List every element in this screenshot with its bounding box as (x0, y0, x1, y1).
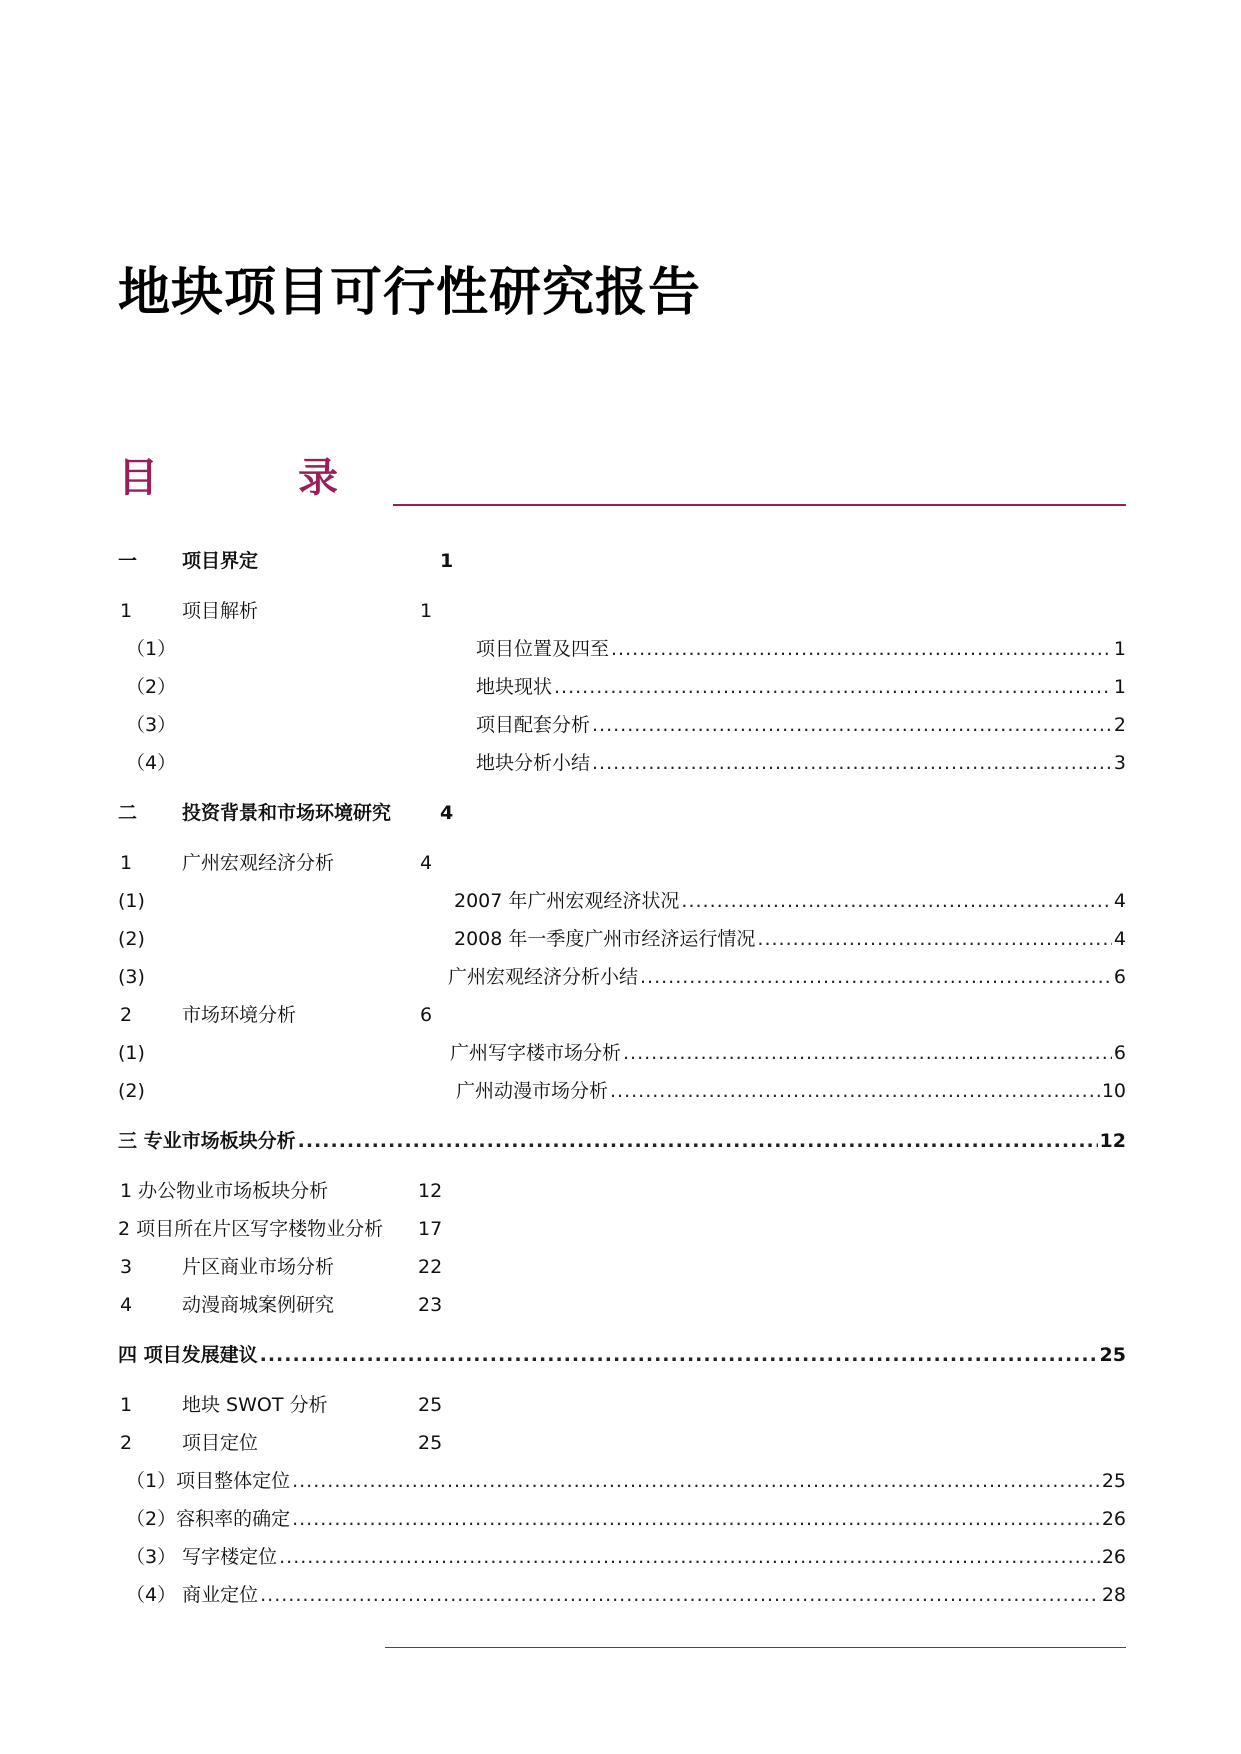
toc-entry-page: 6 (1113, 966, 1126, 988)
toc-entry-page: 25 (418, 1394, 443, 1416)
toc-entry-page: 25 (1099, 1344, 1126, 1366)
toc-entry-page: 1 (440, 550, 454, 572)
toc-entry-label: 广州宏观经济分析 (182, 852, 335, 874)
toc-entry-page: 1 (420, 600, 433, 622)
toc-leader-dots (292, 1468, 1100, 1494)
toc-entry-3-3[interactable] (118, 1254, 1126, 1280)
toc-entry-label: 市场环境分析 (182, 1004, 297, 1026)
toc-entry-label: 广州动漫市场分析 (456, 1080, 609, 1102)
toc-entry-page: 25 (418, 1432, 443, 1454)
toc-entry-number: 2 (120, 1004, 133, 1026)
toc-entry-page: 26 (1101, 1546, 1126, 1568)
toc-entry-number: （1） (126, 638, 177, 660)
toc-entry-4-2-2[interactable] (118, 1506, 1126, 1532)
toc-leader-dots (610, 1078, 1100, 1104)
toc-entry-number: 3 (120, 1256, 133, 1278)
toc-entry-label: 四 项目发展建议 (118, 1344, 258, 1366)
toc-entry-4-2[interactable] (118, 1430, 1126, 1456)
toc-entry-label: 1 办公物业市场板块分析 (120, 1180, 329, 1202)
toc-leader-dots (260, 1342, 1098, 1368)
toc-entry-2-1[interactable] (118, 850, 1126, 876)
toc-entry-page: 12 (1099, 1130, 1126, 1152)
toc-entry-section-4[interactable] (118, 1342, 1126, 1368)
toc-entry-label: 动漫商城案例研究 (182, 1294, 335, 1316)
toc-entry-1-1-4[interactable] (118, 750, 1126, 776)
toc-leader-dots (623, 1040, 1112, 1066)
toc-entry-label: 地块现状 (476, 676, 553, 698)
toc-leader-dots (260, 1582, 1100, 1608)
toc-entry-section-1[interactable] (118, 548, 1126, 574)
toc-leader-dots (640, 964, 1112, 990)
toc-entry-2-1-3[interactable] (118, 964, 1126, 990)
toc-entry-page: 4 (440, 802, 454, 824)
toc-entry-number: (1) (118, 890, 145, 912)
toc-entry-1-1-1[interactable] (118, 636, 1126, 662)
toc-entry-number: (3) (118, 966, 145, 988)
toc-entry-2-2-1[interactable] (118, 1040, 1126, 1066)
toc-entry-page: 10 (1101, 1080, 1126, 1102)
document-title: 地块项目可行性研究报告 (118, 263, 702, 323)
toc-entry-number: (1) (118, 1042, 145, 1064)
toc-entry-label: 三 专业市场板块分析 (118, 1130, 296, 1152)
toc-entry-page: 1 (1113, 638, 1126, 660)
toc-entry-4-2-1[interactable] (118, 1468, 1126, 1494)
toc-leader-dots (592, 712, 1112, 738)
toc-entry-page: 2 (1113, 714, 1126, 736)
toc-entry-section-2[interactable] (118, 800, 1126, 826)
toc-entry-label: 片区商业市场分析 (182, 1256, 335, 1278)
toc-entry-number: 1 (120, 600, 133, 622)
toc-entry-page: 6 (1113, 1042, 1126, 1064)
toc-entry-2-1-1[interactable] (118, 888, 1126, 914)
toc-leader-dots (681, 888, 1112, 914)
toc-entry-number: 二 (118, 802, 138, 824)
toc-entry-4-2-3[interactable] (118, 1544, 1126, 1570)
toc-entry-label: 投资背景和市场环境研究 (182, 802, 392, 824)
toc-leader-dots (292, 1506, 1100, 1532)
toc-entry-number: （4） (126, 752, 177, 774)
toc-entry-4-2-4[interactable] (118, 1582, 1126, 1608)
toc-entry-label: 项目配套分析 (476, 714, 591, 736)
toc-entry-label: 2 项目所在片区写字楼物业分析 (118, 1218, 384, 1240)
toc-entry-label: 2008 年一季度广州市经济运行情况 (454, 928, 756, 950)
toc-entry-number: 一 (118, 550, 138, 572)
toc-leader-dots (592, 750, 1112, 776)
toc-entry-1-1[interactable] (118, 598, 1126, 624)
toc-entry-page: 23 (418, 1294, 443, 1316)
footer-divider (385, 1647, 1126, 1648)
toc-entry-page: 1 (1113, 676, 1126, 698)
toc-entry-number: (2) (118, 928, 145, 950)
toc-entry-label: （1）项目整体定位 (126, 1470, 291, 1492)
toc-entry-page: 28 (1101, 1584, 1126, 1606)
toc-entry-number: 1 (120, 852, 133, 874)
toc-leader-dots (757, 926, 1112, 952)
toc-entry-3-2[interactable] (118, 1216, 1126, 1242)
toc-leader-dots (279, 1544, 1100, 1570)
toc-leader-dots (298, 1128, 1098, 1154)
toc-entry-page: 26 (1101, 1508, 1126, 1530)
toc-entry-number: (2) (118, 1080, 145, 1102)
toc-entry-number: 2 (120, 1432, 133, 1454)
toc-entry-label: 项目位置及四至 (476, 638, 610, 660)
toc-entry-number: 4 (120, 1294, 133, 1316)
toc-entry-label: 广州写字楼市场分析 (450, 1042, 622, 1064)
toc-entry-label: 广州宏观经济分析小结 (448, 966, 639, 988)
toc-entry-page: 17 (418, 1218, 443, 1240)
toc-entry-page: 22 (418, 1256, 443, 1278)
toc-entry-3-1[interactable] (118, 1178, 1126, 1204)
toc-entry-label: 项目解析 (182, 600, 259, 622)
toc-entry-2-1-2[interactable] (118, 926, 1126, 952)
toc-entry-section-3[interactable] (118, 1128, 1126, 1154)
toc-leader-dots (611, 636, 1112, 662)
toc-entry-2-2-2[interactable] (118, 1078, 1126, 1104)
toc-entry-2-2[interactable] (118, 1002, 1126, 1028)
toc-entry-page: 4 (420, 852, 433, 874)
toc-entry-4-1[interactable] (118, 1392, 1126, 1418)
toc-entry-page: 6 (420, 1004, 433, 1026)
toc-entry-label: 2007 年广州宏观经济状况 (454, 890, 680, 912)
toc-entry-number: （2） (126, 676, 177, 698)
toc-entry-page: 4 (1113, 890, 1126, 912)
toc-entry-page: 12 (418, 1180, 443, 1202)
toc-entry-3-4[interactable] (118, 1292, 1126, 1318)
toc-entry-page: 25 (1101, 1470, 1126, 1492)
toc-entry-number: 1 (120, 1394, 133, 1416)
toc-entry-1-1-3[interactable] (118, 712, 1126, 738)
toc-entry-label: 地块 SWOT 分析 (182, 1394, 328, 1416)
toc-heading: 目 录 (118, 455, 388, 501)
toc-divider (393, 504, 1126, 506)
toc-entry-label: 地块分析小结 (476, 752, 591, 774)
toc-entry-label: 项目定位 (182, 1432, 259, 1454)
toc-entry-label: （2）容积率的确定 (126, 1508, 291, 1530)
toc-entry-page: 3 (1113, 752, 1126, 774)
toc-entry-number: （3） (126, 714, 177, 736)
toc-leader-dots (554, 674, 1112, 700)
toc-entry-page: 4 (1113, 928, 1126, 950)
toc-entry-label: 项目界定 (182, 550, 259, 572)
toc-entry-label: （4） 商业定位 (126, 1584, 259, 1606)
toc-entry-label: （3） 写字楼定位 (126, 1546, 278, 1568)
toc-entry-1-1-2[interactable] (118, 674, 1126, 700)
